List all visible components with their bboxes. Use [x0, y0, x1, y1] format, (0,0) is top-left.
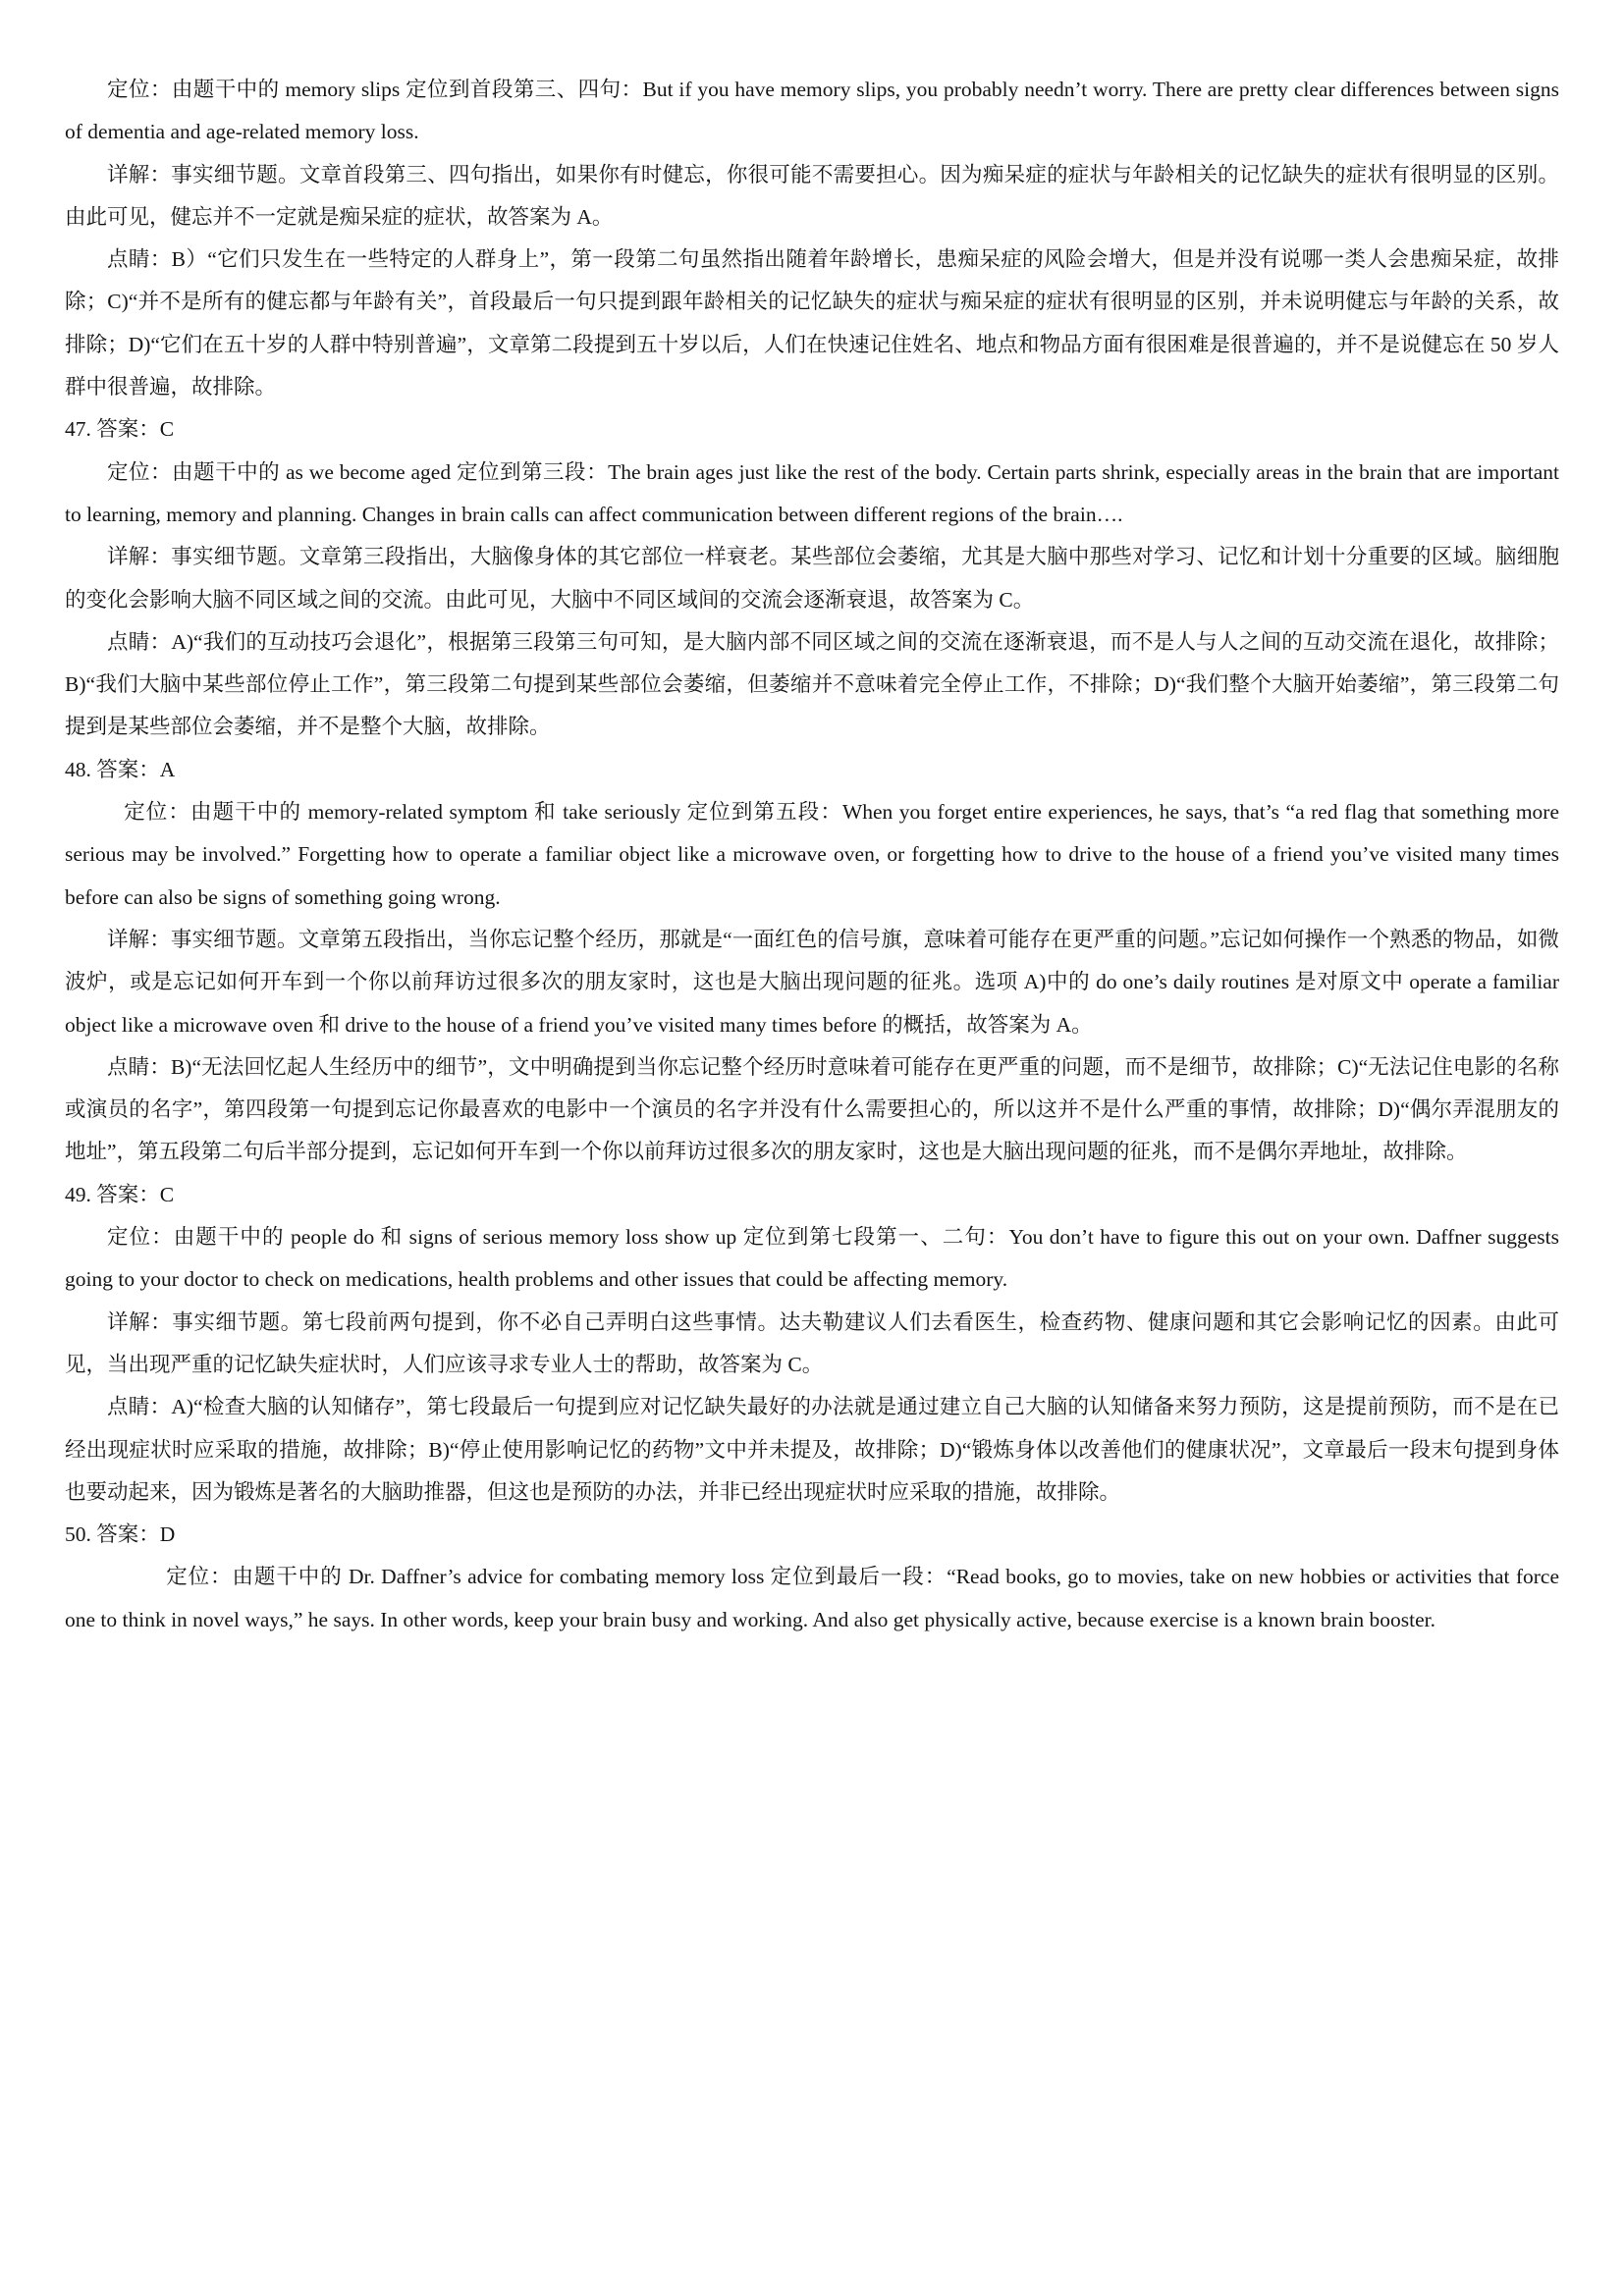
question-50-block — [65, 1514, 1559, 1641]
q49-answer-line: 49. 答案：C — [65, 1182, 175, 1206]
q46-tips-paragraph: 点睛：B）“它们只发生在一些特定的人群身上”，第一段第二句虽然指出随着年龄增长，患痴呆症的风险会增大，但是并没有说哪一类人会患痴呆症，故排除；C)“并不是所有的健忘都与年龄有关”，首段最后一句只提到跟年龄相关的记忆缺失的症状与痴呆症的症状有很明显的区别，并未说明健忘与年龄的关系，故排除；D)“它们在五十岁的人群中特别普遍”，文章第二段提到五十岁以后，人们在快速记住姓名、地点和物品方面有很困难是很普遍的，并不是说健忘在 50 岁人群中很普遍，故排除。 — [65, 247, 1559, 400]
q50-locate-paragraph: 定位：由题干中的 Dr. Daffner’s advice for combating memory loss 定位到最后一段：“Read books, go to movies, take on new hobbies or activities that force one to think in novel ways,” he says. In other words, keep your brain busy and working. And also get physically active, because exercise is a known brain booster. — [65, 1565, 1559, 1631]
q49-tips-paragraph: 点睛：A)“检查大脑的认知储存”，第七段最后一句提到应对记忆缺失最好的办法就是通过建立自己大脑的认知储备来努力预防，这是提前预防，而不是在已经出现症状时应采取的措施，故排除；B)“停止使用影响记忆的药物”文中并未提及，故排除；D)“锻炼身体以改善他们的健康状况”，文章最后一段末句提到身体也要动起来，因为锻炼是著名的大脑助推器，但这也是预防的办法，并非已经出现症状时应采取的措施，故排除。 — [65, 1395, 1559, 1504]
q47-tips-paragraph: 点睛：A)“我们的互动技巧会退化”，根据第三段第三句可知，是大脑内部不同区域之间的交流在逐渐衰退，而不是人与人之间的互动交流在退化，故排除；B)“我们大脑中某些部位停止工作”，第三段第二句提到某些部位会萎缩，但萎缩并不意味着完全停止工作，不排除；D)“我们整个大脑开始萎缩”，第三段第二句提到是某些部位会萎缩，并不是整个大脑，故排除。 — [65, 629, 1559, 739]
q48-locate-paragraph: 定位：由题干中的 memory-related symptom 和 take seriously 定位到第五段：When you forget entire experiences, he says, that’s “a red flag that something more serious may be involved.” Forgetting how to operate a familiar object like a microwave oven, or forgetting how to drive to the house of a friend you’ve visited many times before can also be signs of something going wrong. — [65, 800, 1559, 909]
q46-locate-paragraph: 定位：由题干中的 memory slips 定位到首段第三、四句：But if you have memory slips, you probably needn’t worry. There are pretty clear differences between signs of dementia and age-related memory loss. — [65, 78, 1559, 144]
q48-answer-line: 48. 答案：A — [65, 757, 176, 781]
question-48-block — [65, 749, 1559, 1174]
q50-answer-line: 50. 答案：D — [65, 1522, 176, 1547]
question-49-block — [65, 1174, 1559, 1514]
q48-explanation-paragraph: 详解：事实细节题。文章第五段指出，当你忘记整个经历，那就是“一面红色的信号旗，意味着可能存在更严重的问题。”忘记如何操作一个熟悉的物品，如微波炉，或是忘记如何开车到一个你以前拜访过很多次的朋友家时，这也是大脑出现问题的征兆。选项 A)中的 do one’s daily routines 是对原文中 operate a familiar object like a microwave oven 和 drive to the house of a friend you’ve visited many times before 的概括，故答案为 A。 — [65, 927, 1559, 1037]
q49-locate-paragraph: 定位：由题干中的 people do 和 signs of serious memory loss show up 定位到第七段第一、二句：You don’t have to figure this out on your own. Daffner suggests going to your doctor to check on medications, health problems and other issues that could be affecting memory. — [65, 1225, 1559, 1292]
q47-explanation-paragraph: 详解：事实细节题。文章第三段指出，大脑像身体的其它部位一样衰老。某些部位会萎缩，尤其是大脑中那些对学习、记忆和计划十分重要的区域。脑细胞的变化会影响大脑不同区域之间的交流。由此可见，大脑中不同区域间的交流会逐渐衰退，故答案为 C。 — [65, 545, 1559, 612]
q49-explanation-paragraph: 详解：事实细节题。第七段前两句提到，你不必自己弄明白这些事情。达夫勒建议人们去看医生，检查药物、健康问题和其它会影响记忆的因素。由此可见，当出现严重的记忆缺失症状时，人们应该寻求专业人士的帮助，故答案为 C。 — [65, 1309, 1559, 1376]
q46-explanation-paragraph: 详解：事实细节题。文章首段第三、四句指出，如果你有时健忘，你很可能不需要担心。因为痴呆症的症状与年龄相关的记忆缺失的症状有很明显的区别。由此可见，健忘并不一定就是痴呆症的症状，故答案为 A。 — [65, 162, 1559, 229]
q47-answer-line: 47. 答案：C — [65, 417, 175, 442]
question-46-block — [65, 69, 1559, 408]
q47-locate-paragraph: 定位：由题干中的 as we become aged 定位到第三段：The brain ages just like the rest of the body. Certain parts shrink, especially areas in the brain that are important to learning, memory and planning. Changes in brain calls can affect communication between different regions of the brain…. — [65, 459, 1559, 526]
question-47-block — [65, 408, 1559, 748]
q48-tips-paragraph: 点睛：B)“无法回忆起人生经历中的细节”，文中明确提到当你忘记整个经历时意味着可能存在更严重的问题，而不是细节，故排除；C)“无法记住电影的名称或演员的名字”，第四段第一句提到忘记你最喜欢的电影中一个演员的名字并没有什么需要担心的，所以这并不是什么严重的事情，故排除；D)“偶尔弄混朋友的地址”，第五段第二句后半部分提到，忘记如何开车到一个你以前拜访过很多次的朋友家时，这也是大脑出现问题的征兆，而不是偶尔弄地址，故排除。 — [65, 1054, 1559, 1164]
